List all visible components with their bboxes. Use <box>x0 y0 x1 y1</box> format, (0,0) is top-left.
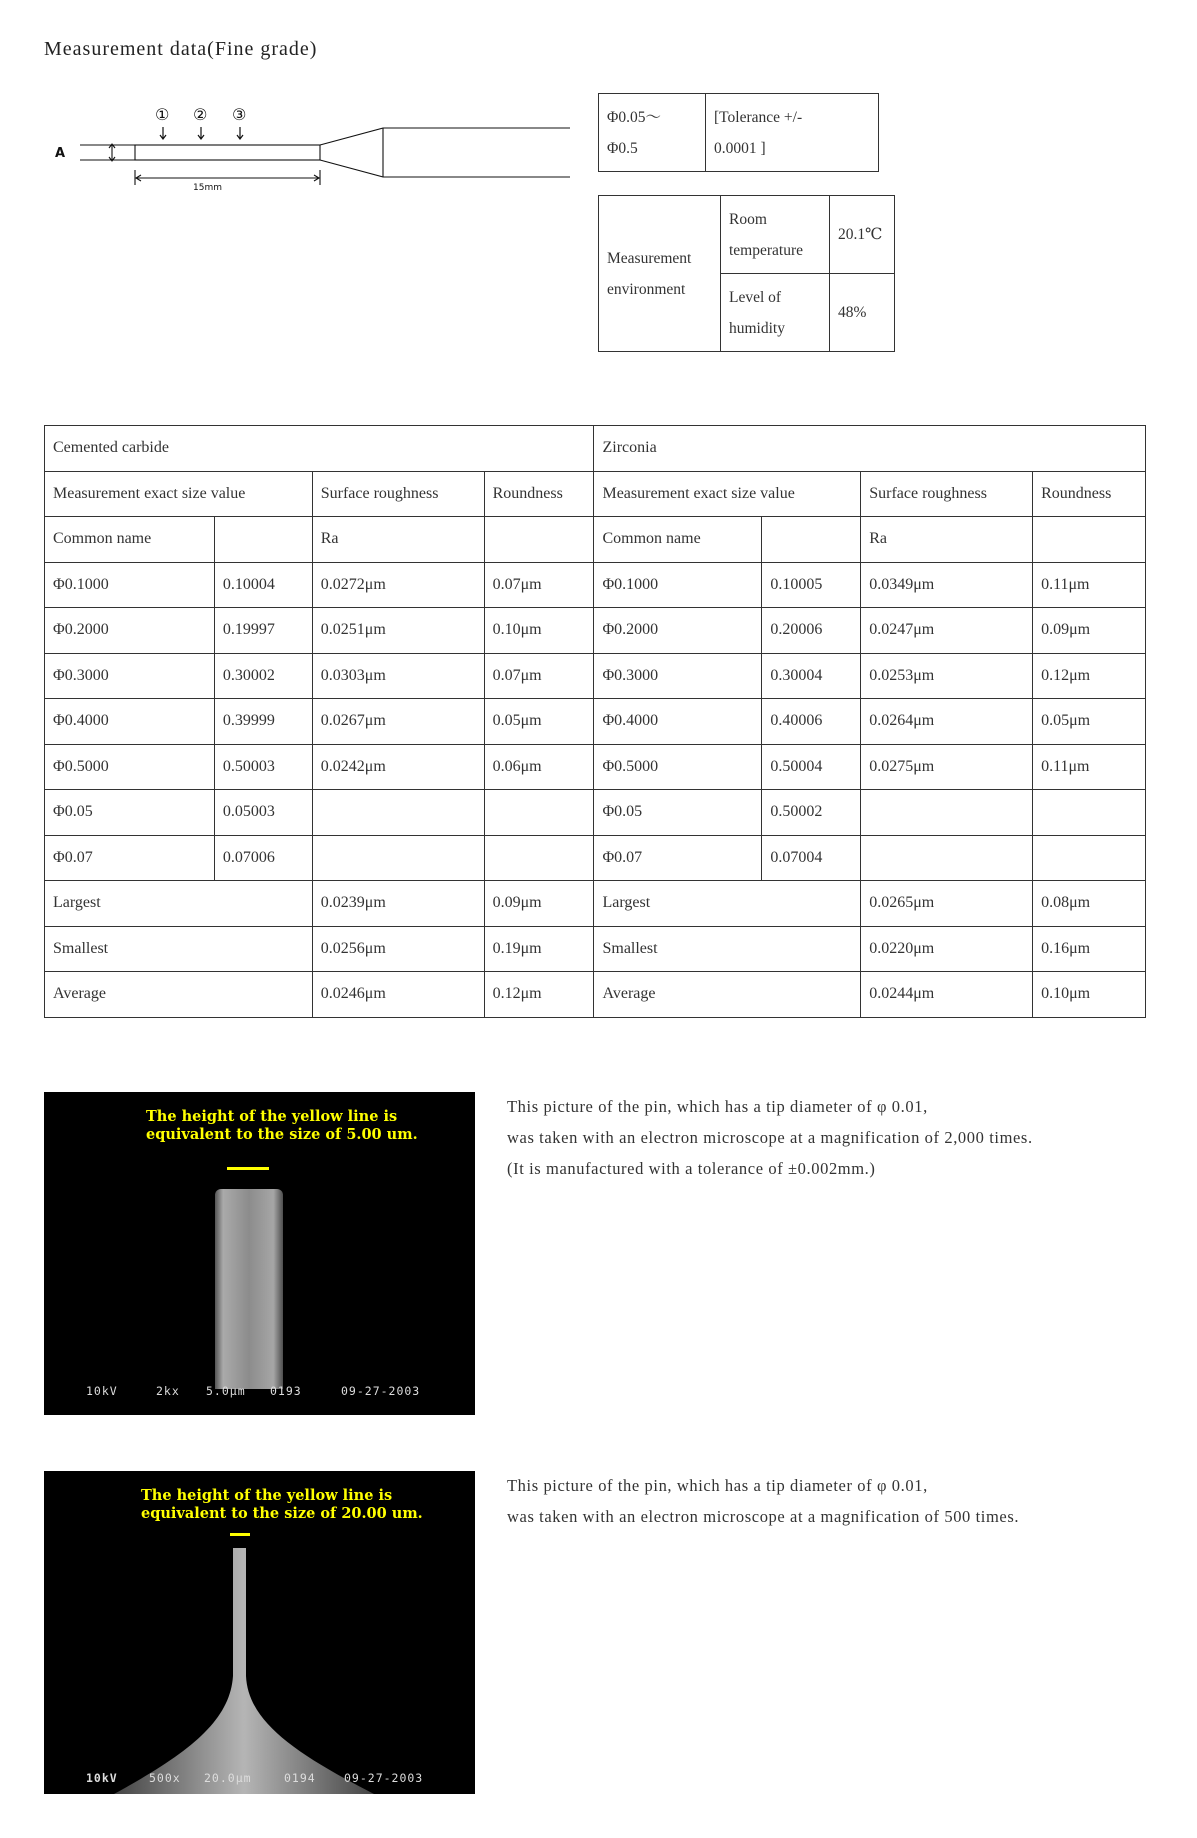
cell-size: 0.05003 <box>214 790 312 836</box>
summary-label: Largest <box>45 881 313 927</box>
hud-scale: 5.0μm <box>206 1384 246 1398</box>
hud-frame-id: 0194 <box>284 1771 316 1785</box>
marker-3: ③ <box>232 105 247 124</box>
header-roundness: Roundness <box>1033 471 1146 517</box>
cell-name: Φ0.05 <box>594 790 762 836</box>
summary-ra: 0.0220μm <box>861 926 1033 972</box>
cell-name: Φ0.07 <box>45 835 215 881</box>
cell-roundness: 0.12μm <box>1033 653 1146 699</box>
summary-ra: 0.0239μm <box>312 881 484 927</box>
summary-ra: 0.0256μm <box>312 926 484 972</box>
summary-roundness: 0.16μm <box>1033 926 1146 972</box>
cell-roundness <box>484 835 594 881</box>
room-temperature-label: Room temperature <box>721 196 830 274</box>
tolerance-value: [Tolerance +/- 0.0001 ] <box>706 94 879 172</box>
room-temperature-value: 20.1℃ <box>830 196 895 274</box>
length-label: 15mm <box>193 183 222 193</box>
table-row <box>45 744 1146 790</box>
sem-photo-500x <box>44 1471 475 1794</box>
cell-ra: 0.0242μm <box>312 744 484 790</box>
cell-name: Φ0.05 <box>45 790 215 836</box>
hud-magnification: 500x <box>149 1771 181 1785</box>
cell-size: 0.10005 <box>762 562 861 608</box>
marker-arrows <box>160 127 243 139</box>
scale-line <box>227 1167 269 1170</box>
header-surface-roughness: Surface roughness <box>861 471 1033 517</box>
humidity-value: 48% <box>830 274 895 352</box>
environment-box <box>598 195 895 352</box>
header-roundness: Roundness <box>484 471 594 517</box>
cell-roundness: 0.06μm <box>484 744 594 790</box>
cell-ra: 0.0275μm <box>861 744 1033 790</box>
subheader-ra: Ra <box>861 517 1033 563</box>
cell-roundness: 0.09μm <box>1033 608 1146 654</box>
material-row <box>45 426 1146 472</box>
pin-taper-image <box>44 1471 475 1794</box>
summary-ra: 0.0244μm <box>861 972 1033 1018</box>
hud-voltage: 10kV <box>86 1771 118 1785</box>
summary-roundness: 0.09μm <box>484 881 594 927</box>
environment-label: Measurement environment <box>599 196 721 352</box>
cell-ra: 0.0247μm <box>861 608 1033 654</box>
cell-name: Φ0.1000 <box>594 562 762 608</box>
summary-roundness: 0.08μm <box>1033 881 1146 927</box>
summary-label: Smallest <box>45 926 313 972</box>
hud-magnification: 2kx <box>156 1384 180 1398</box>
cell-name: Φ0.07 <box>594 835 762 881</box>
cell-roundness: 0.11μm <box>1033 562 1146 608</box>
subheader-common-name: Common name <box>45 517 215 563</box>
cell-name: Φ0.3000 <box>594 653 762 699</box>
cell-size: 0.07006 <box>214 835 312 881</box>
subheader-row <box>45 517 1146 563</box>
summary-row <box>45 926 1146 972</box>
cell-name: Φ0.4000 <box>45 699 215 745</box>
pin-tip-image <box>215 1189 283 1389</box>
summary-label: Average <box>45 972 313 1018</box>
cell-name: Φ0.3000 <box>45 653 215 699</box>
cell-name: Φ0.5000 <box>45 744 215 790</box>
cell-size: 0.10004 <box>214 562 312 608</box>
diameter-range: Φ0.05～ Φ0.5 <box>599 94 706 172</box>
cell-ra: 0.0264μm <box>861 699 1033 745</box>
pin-outline <box>80 128 570 185</box>
hud-voltage: 10kV <box>86 1384 118 1398</box>
cell-size: 0.30002 <box>214 653 312 699</box>
table-row <box>45 699 1146 745</box>
marker-1: ① <box>155 105 170 124</box>
table-row <box>45 790 1146 836</box>
cell-ra: 0.0253μm <box>861 653 1033 699</box>
summary-label: Largest <box>594 881 861 927</box>
photo1-description: This picture of the pin, which has a tip diameter of φ 0.01, was taken with an electron microscope at a magnification of 2,000 times. (It is manufactured with a tolerance of ±0.002mm.) <box>507 1097 1033 1178</box>
cell-size: 0.50004 <box>762 744 861 790</box>
cell-size: 0.19997 <box>214 608 312 654</box>
label-a: A <box>55 146 66 161</box>
cell-roundness <box>1033 790 1146 836</box>
cell-ra: 0.0303μm <box>312 653 484 699</box>
pin-diagram <box>50 100 570 200</box>
hud-scale: 20.0μm <box>204 1771 252 1785</box>
photo-caption: The height of the yellow line is equivalent to the size of 20.00 um. <box>141 1487 423 1522</box>
table-row <box>45 835 1146 881</box>
page-title: Measurement data(Fine grade) <box>44 38 318 60</box>
material-zirconia: Zirconia <box>594 426 1146 472</box>
material-carbide: Cemented carbide <box>45 426 594 472</box>
table-row <box>45 562 1146 608</box>
cell-name: Φ0.2000 <box>45 608 215 654</box>
cell-roundness: 0.10μm <box>484 608 594 654</box>
cell-size: 0.07004 <box>762 835 861 881</box>
cell-roundness: 0.07μm <box>484 653 594 699</box>
summary-ra: 0.0265μm <box>861 881 1033 927</box>
cell-ra <box>861 835 1033 881</box>
hud-frame-id: 0193 <box>270 1384 302 1398</box>
cell-roundness: 0.07μm <box>484 562 594 608</box>
summary-row <box>45 881 1146 927</box>
cell-size: 0.20006 <box>762 608 861 654</box>
subheader-common-name: Common name <box>594 517 762 563</box>
summary-row <box>45 972 1146 1018</box>
subheader-ra: Ra <box>312 517 484 563</box>
summary-label: Average <box>594 972 861 1018</box>
cell-size: 0.50003 <box>214 744 312 790</box>
cell-size: 0.30004 <box>762 653 861 699</box>
cell-ra <box>312 790 484 836</box>
header-surface-roughness: Surface roughness <box>312 471 484 517</box>
cell-roundness: 0.11μm <box>1033 744 1146 790</box>
cell-ra <box>312 835 484 881</box>
cell-ra: 0.0251μm <box>312 608 484 654</box>
table-row <box>45 653 1146 699</box>
hud-date: 09-27-2003 <box>341 1384 421 1398</box>
hud-date: 09-27-2003 <box>344 1771 424 1785</box>
header-row <box>45 471 1146 517</box>
cell-ra: 0.0272μm <box>312 562 484 608</box>
summary-roundness: 0.12μm <box>484 972 594 1018</box>
sem-photo-2000x <box>44 1092 475 1415</box>
humidity-label: Level of humidity <box>721 274 830 352</box>
cell-ra: 0.0349μm <box>861 562 1033 608</box>
measurement-table <box>44 425 1146 1018</box>
cell-roundness <box>1033 835 1146 881</box>
cell-name: Φ0.5000 <box>594 744 762 790</box>
photo-caption: The height of the yellow line is equivalent to the size of 5.00 um. <box>146 1108 418 1143</box>
tolerance-box <box>598 93 879 172</box>
photo2-description: This picture of the pin, which has a tip diameter of φ 0.01, was taken with an electron microscope at a magnification of 500 times. <box>507 1476 1020 1526</box>
cell-roundness: 0.05μm <box>484 699 594 745</box>
summary-label: Smallest <box>594 926 861 972</box>
header-exact-size: Measurement exact size value <box>45 471 313 517</box>
diagram-markers <box>155 105 246 124</box>
cell-name: Φ0.2000 <box>594 608 762 654</box>
cell-name: Φ0.4000 <box>594 699 762 745</box>
summary-roundness: 0.10μm <box>1033 972 1146 1018</box>
header-exact-size: Measurement exact size value <box>594 471 861 517</box>
table-row <box>45 608 1146 654</box>
summary-ra: 0.0246μm <box>312 972 484 1018</box>
summary-roundness: 0.19μm <box>484 926 594 972</box>
cell-roundness <box>484 790 594 836</box>
cell-name: Φ0.1000 <box>45 562 215 608</box>
cell-size: 0.39999 <box>214 699 312 745</box>
cell-roundness: 0.05μm <box>1033 699 1146 745</box>
cell-size: 0.40006 <box>762 699 861 745</box>
cell-ra <box>861 790 1033 836</box>
cell-size: 0.50002 <box>762 790 861 836</box>
cell-ra: 0.0267μm <box>312 699 484 745</box>
marker-2: ② <box>193 105 208 124</box>
